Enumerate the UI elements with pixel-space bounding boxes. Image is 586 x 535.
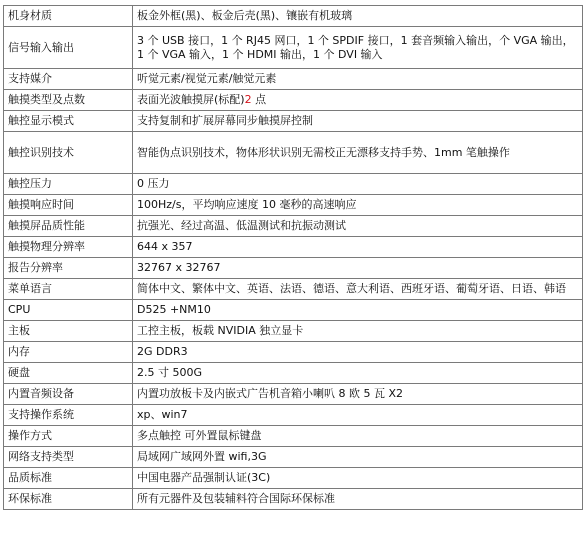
row-label: 支持媒介 — [4, 69, 133, 90]
row-label: 菜单语言 — [4, 279, 133, 300]
table-row — [4, 468, 583, 489]
row-value — [133, 90, 583, 111]
row-label: 机身材质 — [4, 6, 133, 27]
table-row — [4, 258, 583, 279]
row-label: 品质标准 — [4, 468, 133, 489]
row-value: 0 压力 — [133, 174, 583, 195]
row-label: 支持操作系统 — [4, 405, 133, 426]
row-value: 多点触控 可外置鼠标键盘 — [133, 426, 583, 447]
row-label: 环保标准 — [4, 489, 133, 510]
table-row — [4, 447, 583, 468]
row-label: 触摸响应时间 — [4, 195, 133, 216]
row-value: 工控主板，板载 NVIDIA 独立显卡 — [133, 321, 583, 342]
table-row — [4, 300, 583, 321]
row-value: 智能伪点识别技术，物体形状识别无需校正无漂移支持手势、1mm 笔触操作 — [133, 132, 583, 174]
row-label: 主板 — [4, 321, 133, 342]
table-row — [4, 216, 583, 237]
row-value: 局域网广域网外置 wifi,3G — [133, 447, 583, 468]
row-value: 中国电器产品强制认证(3C) — [133, 468, 583, 489]
table-row — [4, 132, 583, 174]
table-row — [4, 363, 583, 384]
row-value: 所有元器件及包装辅料符合国际环保标准 — [133, 489, 583, 510]
row-value: D525 +NM10 — [133, 300, 583, 321]
row-label: 硬盘 — [4, 363, 133, 384]
row-value: 内置功放板卡及内嵌式广告机音箱小喇叭 8 欧 5 瓦 X2 — [133, 384, 583, 405]
table-row — [4, 321, 583, 342]
row-label: 内置音频设备 — [4, 384, 133, 405]
table-row — [4, 342, 583, 363]
touch-type-text: 表面光波触摸屏(标配) — [137, 93, 245, 106]
spec-table — [3, 5, 583, 510]
row-label: 触摸物理分辨率 — [4, 237, 133, 258]
touch-points-count: 2 — [244, 93, 252, 106]
row-value: 100Hz/s，平均响应速度 10 毫秒的高速响应 — [133, 195, 583, 216]
table-row — [4, 111, 583, 132]
row-value: 644 x 357 — [133, 237, 583, 258]
row-label: 报告分辨率 — [4, 258, 133, 279]
row-value: xp、win7 — [133, 405, 583, 426]
row-label: 触摸屏品质性能 — [4, 216, 133, 237]
table-row — [4, 405, 583, 426]
row-value: 32767 x 32767 — [133, 258, 583, 279]
table-row — [4, 426, 583, 447]
row-value: 支持复制和扩展屏幕同步触摸屏控制 — [133, 111, 583, 132]
row-value: 板金外框(黑)、板金后壳(黑)、镶嵌有机玻璃 — [133, 6, 583, 27]
row-value: 2G DDR3 — [133, 342, 583, 363]
table-row — [4, 384, 583, 405]
row-label: 触控显示模式 — [4, 111, 133, 132]
row-label: CPU — [4, 300, 133, 321]
table-row — [4, 195, 583, 216]
table-row — [4, 6, 583, 27]
row-label: 内存 — [4, 342, 133, 363]
row-label: 触控压力 — [4, 174, 133, 195]
row-label: 网络支持类型 — [4, 447, 133, 468]
table-row — [4, 279, 583, 300]
table-row — [4, 27, 583, 69]
touch-points-unit: 点 — [251, 93, 267, 106]
row-label: 触控识别技术 — [4, 132, 133, 174]
table-row — [4, 69, 583, 90]
table-row — [4, 489, 583, 510]
row-value: 听觉元素/视觉元素/触觉元素 — [133, 69, 583, 90]
row-value: 简体中文、繁体中文、英语、法语、德语、意大利语、西班牙语、葡萄牙语、日语、韩语 — [133, 279, 583, 300]
table-row — [4, 174, 583, 195]
row-label: 操作方式 — [4, 426, 133, 447]
row-value: 2.5 寸 500G — [133, 363, 583, 384]
row-label: 信号输入输出 — [4, 27, 133, 69]
row-label: 触摸类型及点数 — [4, 90, 133, 111]
row-value: 3 个 USB 接口，1 个 RJ45 网口，1 个 SPDIF 接口，1 套音频输入输出，个 VGA 输出，1 个 VGA 输入，1 个 HDMI 输出，1 个 DVI 输入 — [133, 27, 583, 69]
table-row — [4, 90, 583, 111]
row-value: 抗强光、经过高温、低温测试和抗振动测试 — [133, 216, 583, 237]
table-row — [4, 237, 583, 258]
